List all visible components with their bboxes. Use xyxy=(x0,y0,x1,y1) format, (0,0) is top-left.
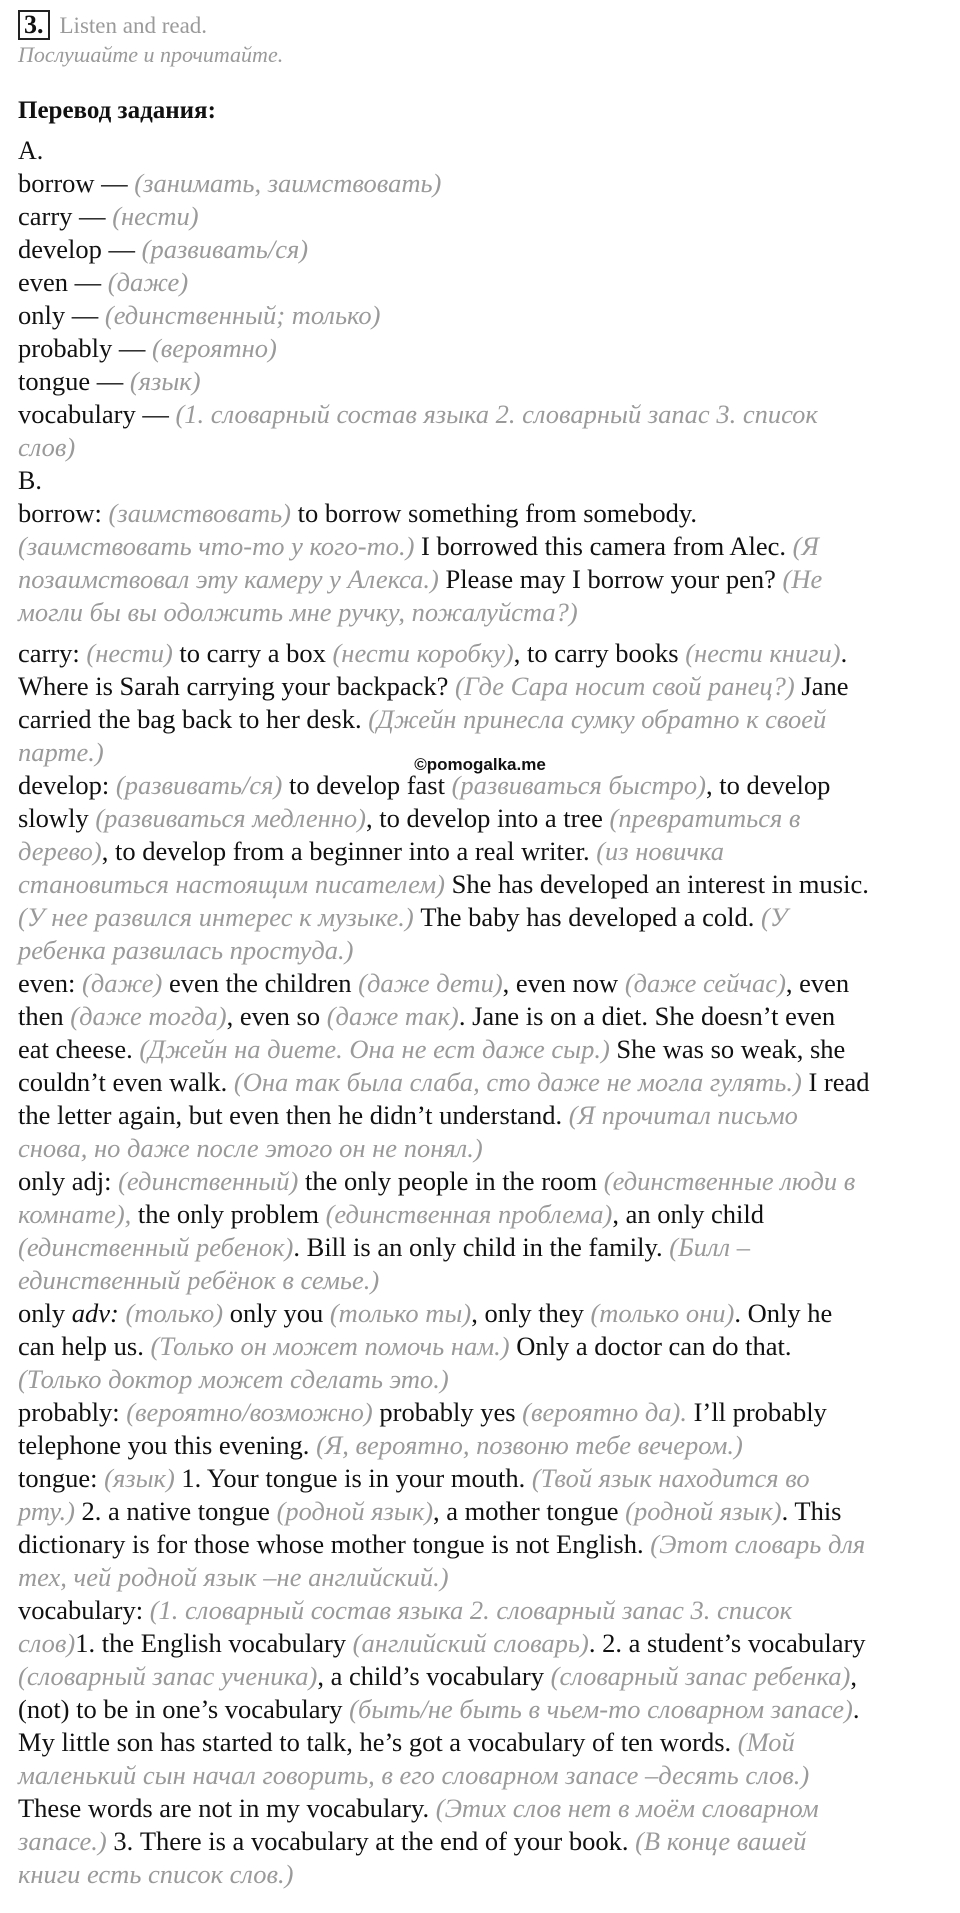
translation-text: (1. словарный состав языка 2. словарный запас 3. список xyxy=(149,1595,793,1625)
text-line xyxy=(18,1297,942,1330)
translation-text: (только) xyxy=(118,1298,224,1328)
translation-text: могли бы вы одолжить мне ручку, пожалуйста?) xyxy=(18,597,578,627)
vocab-translation: (нести) xyxy=(112,201,199,231)
english-text: Where is Sarah carrying your backpack? xyxy=(18,671,456,701)
vocab-translation: (даже) xyxy=(107,267,189,297)
text-line xyxy=(18,1000,942,1033)
translation-text: тех, чей родной язык –не английский.) xyxy=(18,1562,449,1592)
section-b-label: B. xyxy=(18,466,42,495)
task-number: 3. xyxy=(18,10,50,40)
translation-heading: Перевод задания: xyxy=(18,97,216,124)
english-text: carried the bag back to her desk. xyxy=(18,704,369,734)
english-text: only xyxy=(18,1298,72,1328)
text-line xyxy=(18,1363,942,1396)
text-line xyxy=(18,1660,942,1693)
translation-text: (даже тогда) xyxy=(70,1001,227,1031)
translation-text: (даже сейчас) xyxy=(624,968,786,998)
english-text: (not) to be in one’s vocabulary xyxy=(18,1694,350,1724)
translation-text: (В конце вашей xyxy=(635,1826,807,1856)
translation-text: (даже так) xyxy=(326,1001,459,1031)
text-line xyxy=(18,1033,942,1066)
english-text: She was so weak, she xyxy=(609,1034,846,1064)
text-line xyxy=(18,1231,942,1264)
text-line xyxy=(18,1132,942,1165)
text-line xyxy=(18,1495,942,1528)
text-line xyxy=(18,1792,942,1825)
translation-text: (только они) xyxy=(590,1298,735,1328)
translation-text: (Мой xyxy=(737,1727,795,1757)
english-text: I read xyxy=(801,1067,870,1097)
english-text: probably yes xyxy=(372,1397,523,1427)
english-text: Please may I borrow your pen? xyxy=(438,564,783,594)
translation-text: (У нее развился интерес к музыке.) xyxy=(18,902,414,932)
vocab-translation: (занимать, заимствовать) xyxy=(134,168,442,198)
text-line xyxy=(18,1858,942,1891)
section-b-text xyxy=(18,497,942,1891)
translation-text: (родной язык) xyxy=(276,1496,434,1526)
translation-text: (заимствовать) xyxy=(108,498,292,528)
translation-text: (Я прочитал письмо xyxy=(568,1100,798,1130)
translation-text: (Джейн на диете. Она не ест даже сыр.) xyxy=(139,1034,610,1064)
english-text: only adj: xyxy=(18,1166,119,1196)
english-text: the only people in the room xyxy=(298,1166,604,1196)
english-text: , even xyxy=(785,968,850,998)
english-text: adv: xyxy=(71,1298,119,1328)
translation-text: становиться настоящим писателем) xyxy=(18,869,445,899)
translation-text: (язык) xyxy=(104,1463,175,1493)
translation-text: (единственная проблема) xyxy=(325,1199,613,1229)
english-text: telephone you this evening. xyxy=(18,1430,317,1460)
english-text: probably: xyxy=(18,1397,127,1427)
english-text: to develop fast xyxy=(282,770,452,800)
english-text: the only problem xyxy=(131,1199,326,1229)
text-line xyxy=(18,1330,942,1363)
translation-text: (Джейн принесла сумку обратно к своей xyxy=(368,704,827,734)
text-line xyxy=(18,967,942,1000)
english-text: . Only he xyxy=(734,1298,833,1328)
text-line xyxy=(18,530,942,563)
translation-text: (английский словарь) xyxy=(352,1628,589,1658)
english-text: . 2. a student’s vocabulary xyxy=(588,1628,866,1658)
text-line xyxy=(18,703,942,736)
english-text: the letter again, but even then he didn’t understand. xyxy=(18,1100,569,1130)
vocab-item xyxy=(18,299,942,332)
translation-text: дерево) xyxy=(18,836,102,866)
section-a-label: A. xyxy=(18,136,44,165)
english-text: I borrowed this camera from Alec. xyxy=(414,531,793,561)
english-text: carry: xyxy=(18,638,87,668)
text-line xyxy=(18,802,942,835)
english-text: , even now xyxy=(502,968,625,998)
vocab-word: even — xyxy=(18,267,108,297)
english-text: 1. Your tongue is in your mouth. xyxy=(174,1463,532,1493)
translation-text: ребенка развилась простуда.) xyxy=(18,935,354,965)
english-text: , to develop xyxy=(705,770,831,800)
text-line xyxy=(18,1627,942,1660)
text-line xyxy=(18,1726,942,1759)
english-text: tongue: xyxy=(18,1463,105,1493)
vocab-item xyxy=(18,332,942,365)
vocab-word: borrow — xyxy=(18,168,135,198)
translation-text: (даже) xyxy=(82,968,163,998)
translation-text: единственный ребёнок в семье.) xyxy=(18,1265,380,1295)
vocab-item xyxy=(18,266,942,299)
translation-text: (Только доктор может сделать это.) xyxy=(18,1364,449,1394)
translation-text: (У xyxy=(761,902,788,932)
vocab-word: probably — xyxy=(18,333,152,363)
english-text: Only a doctor can do that. xyxy=(509,1331,792,1361)
translation-text: (из новичка xyxy=(596,836,725,866)
english-text: , to develop into a tree xyxy=(365,803,610,833)
translation-text: (Твой язык находится во xyxy=(531,1463,810,1493)
english-text: couldn’t even walk. xyxy=(18,1067,234,1097)
english-text: The baby has developed a cold. xyxy=(413,902,762,932)
vocab-word: vocabulary — xyxy=(18,399,176,429)
text-line xyxy=(18,1099,942,1132)
english-text: can help us. xyxy=(18,1331,151,1361)
translation-text: книги есть список слов.) xyxy=(18,1859,294,1889)
english-text: Jane xyxy=(794,671,849,701)
translation-text: слов) xyxy=(18,1628,76,1658)
text-line xyxy=(18,868,942,901)
english-text: slowly xyxy=(18,803,96,833)
vocab-translation: (язык) xyxy=(129,366,201,396)
text-line xyxy=(18,637,942,670)
translation-text: (только ты) xyxy=(329,1298,472,1328)
translation-text: (даже дети) xyxy=(358,968,503,998)
english-text: develop: xyxy=(18,770,116,800)
english-text: , xyxy=(850,1661,857,1691)
vocab-translation: (вероятно) xyxy=(151,333,277,363)
translation-text: (развиваться быстро) xyxy=(451,770,706,800)
english-text: . This xyxy=(781,1496,842,1526)
vocab-word: carry — xyxy=(18,201,113,231)
english-text: These words are not in my vocabulary. xyxy=(18,1793,436,1823)
english-text: , a mother tongue xyxy=(433,1496,626,1526)
vocab-item xyxy=(18,431,942,464)
section-a-list xyxy=(18,167,942,464)
vocab-item xyxy=(18,200,942,233)
english-text: . Jane is on a diet. She doesn’t even xyxy=(458,1001,836,1031)
translation-text: (развивать/ся) xyxy=(115,770,283,800)
translation-text: (превратиться в xyxy=(609,803,801,833)
vocab-item xyxy=(18,233,942,266)
translation-text: позаимствовал эту камеру у Алекса.) xyxy=(18,564,439,594)
text-line xyxy=(18,1396,942,1429)
translation-text: (развиваться медленно) xyxy=(95,803,366,833)
english-text: to borrow something from somebody. xyxy=(291,498,698,528)
text-line xyxy=(18,563,942,596)
english-text: , to carry books xyxy=(513,638,686,668)
translation-text: рту.) xyxy=(18,1496,75,1526)
translation-text: парте.) xyxy=(18,737,104,767)
translation-text: (родной язык) xyxy=(625,1496,782,1526)
translation-text: (Я, вероятно, позвоню тебе вечером.) xyxy=(316,1430,743,1460)
translation-text: (нести) xyxy=(86,638,173,668)
english-text: I’ll probably xyxy=(686,1397,827,1427)
english-text: My little son has started to talk, he’s got a vocabulary of ten words. xyxy=(18,1727,738,1757)
translation-text: (нести коробку) xyxy=(332,638,514,668)
translation-text: (вероятно/возможно) xyxy=(126,1397,373,1427)
text-line xyxy=(18,901,942,934)
translation-text: (Она так была слаба, сто даже не могла гулять.) xyxy=(233,1067,802,1097)
vocab-translation: (развивать/ся) xyxy=(141,234,309,264)
translation-text: (словарный запас ученика) xyxy=(18,1661,318,1691)
task-instruction-en: Listen and read. xyxy=(59,13,208,38)
text-line xyxy=(18,1528,942,1561)
translation-text: (вероятно да). xyxy=(522,1397,687,1427)
english-text: even the children xyxy=(162,968,359,998)
vocab-translation: (1. словарный состав языка 2. словарный запас 3. список xyxy=(175,399,818,429)
translation-text: (Только он может помочь нам.) xyxy=(150,1331,510,1361)
english-text: 1. the English vocabulary xyxy=(75,1628,353,1658)
translation-text: (Где Сара носит свой ранец?) xyxy=(455,671,795,701)
watermark: ©pomogalka.me xyxy=(414,755,546,774)
translation-text: (Не xyxy=(782,564,823,594)
english-text: , to develop from a beginner into a real writer. xyxy=(101,836,597,866)
translation-text: (единственный) xyxy=(118,1166,299,1196)
english-text: , an only child xyxy=(612,1199,764,1229)
translation-text: маленький сын начал говорить, в его словарном запасе –десять слов.) xyxy=(18,1760,810,1790)
text-line xyxy=(18,1594,942,1627)
text-line xyxy=(18,1264,942,1297)
text-line xyxy=(18,1693,942,1726)
translation-text: (Билл – xyxy=(669,1232,750,1262)
text-line xyxy=(18,1825,942,1858)
text-line xyxy=(18,1759,942,1792)
text-line xyxy=(18,1561,942,1594)
text-line xyxy=(18,497,942,530)
english-text: then xyxy=(18,1001,71,1031)
english-text: only you xyxy=(223,1298,330,1328)
english-text: She has developed an interest in music. xyxy=(444,869,869,899)
translation-text: (заимствовать что-то у кого-то.) xyxy=(18,531,415,561)
english-text: borrow: xyxy=(18,498,109,528)
vocab-item xyxy=(18,365,942,398)
english-text: 3. There is a vocabulary at the end of your book. xyxy=(106,1826,636,1856)
english-text: . xyxy=(852,1694,860,1724)
translation-text: (словарный запас ребенка) xyxy=(550,1661,851,1691)
task-instruction-ru: Послушайте и прочитайте. xyxy=(18,42,284,67)
translation-text: (Этих слов нет в моём словарном xyxy=(435,1793,819,1823)
text-line xyxy=(18,1066,942,1099)
translation-text: снова, но даже после этого он не понял.) xyxy=(18,1133,483,1163)
text-line xyxy=(18,1165,942,1198)
vocab-word: only — xyxy=(18,300,105,330)
text-line xyxy=(18,835,942,868)
translation-text: (Этот словарь для xyxy=(650,1529,866,1559)
vocab-item xyxy=(18,167,942,200)
text-line xyxy=(18,670,942,703)
vocab-translation: слов) xyxy=(18,432,76,462)
text-line xyxy=(18,1429,942,1462)
english-text: eat cheese. xyxy=(18,1034,140,1064)
text-line xyxy=(18,1198,942,1231)
translation-text: запасе.) xyxy=(18,1826,107,1856)
english-text: to carry a box xyxy=(172,638,333,668)
vocab-word: tongue — xyxy=(18,366,130,396)
vocab-translation: (единственный; только) xyxy=(104,300,381,330)
english-text: , a child’s vocabulary xyxy=(317,1661,551,1691)
text-line xyxy=(18,934,942,967)
translation-text: (Я xyxy=(792,531,819,561)
english-text: , only they xyxy=(471,1298,591,1328)
task-header xyxy=(18,10,942,40)
english-text: . xyxy=(840,638,848,668)
english-text: . Bill is an only child in the family. xyxy=(293,1232,670,1262)
english-text: dictionary is for those whose mother tongue is not English. xyxy=(18,1529,651,1559)
translation-text: (единственные люди в xyxy=(603,1166,856,1196)
translation-text: (быть/не быть в чьем-то словарном запасе) xyxy=(349,1694,853,1724)
english-text: , even so xyxy=(226,1001,327,1031)
english-text: vocabulary: xyxy=(18,1595,150,1625)
text-line xyxy=(18,1462,942,1495)
vocab-word: develop — xyxy=(18,234,142,264)
text-line xyxy=(18,596,942,629)
vocab-item xyxy=(18,398,942,431)
translation-text: (нести книги) xyxy=(685,638,841,668)
english-text: 2. a native tongue xyxy=(74,1496,277,1526)
english-text: even: xyxy=(18,968,83,998)
translation-text: (единственный ребенок) xyxy=(18,1232,294,1262)
translation-text: комнате), xyxy=(18,1199,132,1229)
